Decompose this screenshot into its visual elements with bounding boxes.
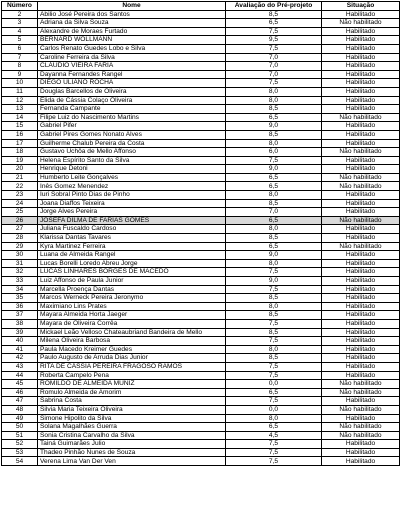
table-row <box>2 268 400 277</box>
row-name: Carlos Renato Guedes Lobo e Silva <box>38 44 226 53</box>
row-name: Silvia Maria Teixeira Oliveira <box>38 405 226 414</box>
row-name: Paulo Augusto de Arruda Dias Junior <box>38 354 226 363</box>
row-status: Não habilitado <box>322 423 400 432</box>
table-row <box>2 156 400 165</box>
row-number: 28 <box>2 234 38 243</box>
row-score: 8,5 <box>226 294 322 303</box>
table-row <box>2 259 400 268</box>
table-row <box>2 234 400 243</box>
row-score: 7,5 <box>226 440 322 449</box>
row-name: CLÁUDIO VIEIRA FARIA <box>38 62 226 71</box>
row-score: 9,0 <box>226 277 322 286</box>
row-number: 12 <box>2 96 38 105</box>
table-row <box>2 19 400 28</box>
row-number: 50 <box>2 423 38 432</box>
row-name: Solana Magalhães Guerra <box>38 423 226 432</box>
row-status: Habilitado <box>322 259 400 268</box>
row-name: Romulo Almeida de Amorim <box>38 388 226 397</box>
row-status: Não habilitado <box>322 182 400 191</box>
row-name: Guilherme Chalub Pereira da Costa <box>38 139 226 148</box>
row-score: 7,5 <box>226 319 322 328</box>
row-status: Habilitado <box>322 208 400 217</box>
row-score: 7,5 <box>226 268 322 277</box>
row-score: 6,5 <box>226 216 322 225</box>
row-status: Habilitado <box>322 277 400 286</box>
row-number: 2 <box>2 10 38 19</box>
row-number: 10 <box>2 79 38 88</box>
table-row <box>2 87 400 96</box>
row-score: 7,5 <box>226 457 322 466</box>
row-number: 37 <box>2 311 38 320</box>
row-name: Paula Macedo Kreimer Guedes <box>38 345 226 354</box>
row-score: 8,5 <box>226 10 322 19</box>
row-status: Habilitado <box>322 225 400 234</box>
row-name: Milena Oliveira Barbosa <box>38 337 226 346</box>
row-name: RITA DE CÁSSIA PEREIRA FRAGOSO RAMOS <box>38 362 226 371</box>
table-row <box>2 285 400 294</box>
row-number: 5 <box>2 36 38 45</box>
table-row <box>2 431 400 440</box>
row-score: 7,5 <box>226 371 322 380</box>
row-score: 6,5 <box>226 388 322 397</box>
row-number: 39 <box>2 328 38 337</box>
table-row <box>2 405 400 414</box>
row-status: Habilitado <box>322 354 400 363</box>
row-status: Habilitado <box>322 371 400 380</box>
row-score: 7,0 <box>226 53 322 62</box>
row-status: Não habilitado <box>322 242 400 251</box>
table-row <box>2 70 400 79</box>
row-status: Habilitado <box>322 27 400 36</box>
row-score: 8,0 <box>226 302 322 311</box>
row-name: Elida de Cássia Colaço Oliveira <box>38 96 226 105</box>
row-status: Habilitado <box>322 70 400 79</box>
row-score: 8,0 <box>226 139 322 148</box>
table-row <box>2 191 400 200</box>
table-row <box>2 457 400 466</box>
row-name: Mayara de Oliveira Corrêa <box>38 319 226 328</box>
row-status: Não habilitado <box>322 431 400 440</box>
row-number: 15 <box>2 122 38 131</box>
row-number: 46 <box>2 388 38 397</box>
row-number: 38 <box>2 319 38 328</box>
row-status: Habilitado <box>322 165 400 174</box>
table-row <box>2 302 400 311</box>
row-number: 17 <box>2 139 38 148</box>
table-row <box>2 165 400 174</box>
row-score: 8,5 <box>226 130 322 139</box>
row-status: Habilitado <box>322 79 400 88</box>
row-score: 7,5 <box>226 156 322 165</box>
row-number: 26 <box>2 216 38 225</box>
row-number: 52 <box>2 440 38 449</box>
row-number: 42 <box>2 354 38 363</box>
table-row <box>2 199 400 208</box>
row-status: Habilitado <box>322 96 400 105</box>
row-status: Habilitado <box>322 457 400 466</box>
row-name: Gustavo Uchôa de Mello Affonso <box>38 148 226 157</box>
row-number: 30 <box>2 251 38 260</box>
row-score: 8,5 <box>226 234 322 243</box>
row-name: Inês Gomez Menendez <box>38 182 226 191</box>
table-row <box>2 27 400 36</box>
row-name: Joana Diaffos Teixeira <box>38 199 226 208</box>
row-number: 43 <box>2 362 38 371</box>
row-number: 20 <box>2 165 38 174</box>
row-score: 9,5 <box>226 36 322 45</box>
header-row <box>2 2 400 11</box>
table-row <box>2 440 400 449</box>
row-status: Habilitado <box>322 302 400 311</box>
row-number: 3 <box>2 19 38 28</box>
row-name: Dayanna Fernandes Rangel <box>38 70 226 79</box>
row-status: Não habilitado <box>322 113 400 122</box>
row-status: Habilitado <box>322 139 400 148</box>
row-status: Habilitado <box>322 251 400 260</box>
row-name: Kyra Martinez Ferreira <box>38 242 226 251</box>
table-row <box>2 354 400 363</box>
row-name: Luana de Almeida Rangel <box>38 251 226 260</box>
row-number: 14 <box>2 113 38 122</box>
row-score: 7,0 <box>226 208 322 217</box>
row-status: Habilitado <box>322 319 400 328</box>
row-number: 29 <box>2 242 38 251</box>
row-status: Habilitado <box>322 191 400 200</box>
row-score: 7,0 <box>226 70 322 79</box>
table-row <box>2 10 400 19</box>
row-number: 13 <box>2 105 38 114</box>
header-status: Situação <box>322 2 400 11</box>
header-number: Número <box>2 2 38 11</box>
row-status: Habilitado <box>322 156 400 165</box>
table-row <box>2 251 400 260</box>
row-name: ROMILDO DE ALMEIDA MUNIZ <box>38 380 226 389</box>
row-status: Habilitado <box>322 62 400 71</box>
row-status: Não habilitado <box>322 216 400 225</box>
row-number: 19 <box>2 156 38 165</box>
table-row <box>2 139 400 148</box>
row-name: Marcos Werneck Pereira Jeronymo <box>38 294 226 303</box>
table-row <box>2 79 400 88</box>
row-score: 0,0 <box>226 380 322 389</box>
row-score: 6,5 <box>226 113 322 122</box>
row-score: 6,5 <box>226 423 322 432</box>
row-score: 8,5 <box>226 311 322 320</box>
table-body <box>2 10 400 465</box>
row-name: Fernanda Campante <box>38 105 226 114</box>
row-name: Caroline Ferreira da Silva <box>38 53 226 62</box>
row-number: 9 <box>2 70 38 79</box>
table-row <box>2 345 400 354</box>
table-row <box>2 216 400 225</box>
row-name: Thadeo Pinhão Nunes de Souza <box>38 448 226 457</box>
table-row <box>2 328 400 337</box>
row-number: 49 <box>2 414 38 423</box>
row-name: Jorge Alves Pereira <box>38 208 226 217</box>
row-name: Luiz Affonso de Paula Junior <box>38 277 226 286</box>
table-row <box>2 130 400 139</box>
row-name: Gabriel Pifer <box>38 122 226 131</box>
row-name: Simone Hipolito da Silva <box>38 414 226 423</box>
row-status: Habilitado <box>322 440 400 449</box>
row-number: 11 <box>2 87 38 96</box>
row-score: 7,5 <box>226 285 322 294</box>
table-row <box>2 62 400 71</box>
row-score: 9,0 <box>226 122 322 131</box>
row-name: Juliana Fuscaldo Cardoso <box>38 225 226 234</box>
row-name: Mickael Leão Velloso Chateaubriand Bandeira de Mello <box>38 328 226 337</box>
table-row <box>2 380 400 389</box>
row-score: 0,0 <box>226 405 322 414</box>
table-row <box>2 113 400 122</box>
row-name: Lucas Borelli Loredo Abreu Jorge <box>38 259 226 268</box>
row-score: 6,5 <box>226 173 322 182</box>
row-number: 16 <box>2 130 38 139</box>
row-status: Não habilitado <box>322 380 400 389</box>
row-number: 53 <box>2 448 38 457</box>
row-number: 36 <box>2 302 38 311</box>
row-status: Habilitado <box>322 122 400 131</box>
table-row <box>2 423 400 432</box>
row-name: Tainá Guimarães Julio <box>38 440 226 449</box>
table-row <box>2 397 400 406</box>
table-row <box>2 448 400 457</box>
row-status: Habilitado <box>322 44 400 53</box>
row-number: 54 <box>2 457 38 466</box>
table-row <box>2 311 400 320</box>
row-score: 9,0 <box>226 165 322 174</box>
row-number: 27 <box>2 225 38 234</box>
row-name: DIEGO ULIANO ROCHA <box>38 79 226 88</box>
row-name: Roberta Campelo Pena <box>38 371 226 380</box>
row-number: 23 <box>2 191 38 200</box>
row-score: 7,5 <box>226 397 322 406</box>
header-name: Nome <box>38 2 226 11</box>
row-number: 21 <box>2 173 38 182</box>
row-status: Habilitado <box>322 199 400 208</box>
row-status: Não habilitado <box>322 19 400 28</box>
row-name: Sabrina Costa <box>38 397 226 406</box>
row-score: 7,5 <box>226 44 322 53</box>
row-score: 7,5 <box>226 337 322 346</box>
row-score: 8,0 <box>226 87 322 96</box>
row-number: 48 <box>2 405 38 414</box>
row-score: 7,5 <box>226 79 322 88</box>
row-name: Abilio José Pereira dos Santos <box>38 10 226 19</box>
row-number: 45 <box>2 380 38 389</box>
row-status: Não habilitado <box>322 173 400 182</box>
row-number: 6 <box>2 44 38 53</box>
row-status: Habilitado <box>322 345 400 354</box>
table-row <box>2 148 400 157</box>
header-score: Avaliação do Pré-projeto <box>226 2 322 11</box>
row-score: 8,0 <box>226 414 322 423</box>
table-row <box>2 225 400 234</box>
table-row <box>2 173 400 182</box>
row-name: Marcella Proença Dantas <box>38 285 226 294</box>
row-status: Habilitado <box>322 268 400 277</box>
row-number: 7 <box>2 53 38 62</box>
row-score: 9,0 <box>226 251 322 260</box>
row-status: Não habilitado <box>322 405 400 414</box>
row-status: Habilitado <box>322 105 400 114</box>
row-status: Habilitado <box>322 10 400 19</box>
row-score: 8,5 <box>226 199 322 208</box>
row-number: 25 <box>2 208 38 217</box>
row-status: Não habilitado <box>322 388 400 397</box>
table-row <box>2 53 400 62</box>
row-number: 35 <box>2 294 38 303</box>
row-name: Gabriel Pires Gomes Nonato Alves <box>38 130 226 139</box>
row-name: BERNARD WOLLMANN <box>38 36 226 45</box>
row-name: Humberto Leite Gonçalves <box>38 173 226 182</box>
row-status: Habilitado <box>322 130 400 139</box>
row-status: Habilitado <box>322 53 400 62</box>
table-row <box>2 105 400 114</box>
row-score: 8,5 <box>226 328 322 337</box>
row-score: 6,5 <box>226 19 322 28</box>
table-row <box>2 362 400 371</box>
row-number: 24 <box>2 199 38 208</box>
table-header <box>2 2 400 11</box>
row-score: 8,0 <box>226 345 322 354</box>
row-number: 41 <box>2 345 38 354</box>
row-status: Habilitado <box>322 362 400 371</box>
row-name: Alexandre de Moraes Furtado <box>38 27 226 36</box>
row-name: Douglas Barcellos de Oliveira <box>38 87 226 96</box>
row-status: Habilitado <box>322 328 400 337</box>
row-status: Habilitado <box>322 311 400 320</box>
row-number: 47 <box>2 397 38 406</box>
table-row <box>2 371 400 380</box>
row-score: 7,5 <box>226 448 322 457</box>
row-status: Habilitado <box>322 337 400 346</box>
row-status: Habilitado <box>322 448 400 457</box>
row-score: 7,0 <box>226 62 322 71</box>
table-row <box>2 208 400 217</box>
row-score: 8,5 <box>226 105 322 114</box>
row-name: Henrique Detoni <box>38 165 226 174</box>
row-name: Mayara Almeida Horta Jaeger <box>38 311 226 320</box>
table-row <box>2 337 400 346</box>
row-number: 44 <box>2 371 38 380</box>
row-name: LUCAS LINHARES BORGES DE MACEDO <box>38 268 226 277</box>
row-number: 18 <box>2 148 38 157</box>
row-score: 8,0 <box>226 225 322 234</box>
table-row <box>2 277 400 286</box>
row-score: 8,5 <box>226 354 322 363</box>
row-status: Habilitado <box>322 234 400 243</box>
row-score: 4,5 <box>226 431 322 440</box>
row-name: Filipe Luiz do Nascimento Martins <box>38 113 226 122</box>
row-score: 8,0 <box>226 191 322 200</box>
table-row <box>2 388 400 397</box>
table-row <box>2 294 400 303</box>
row-status: Não habilitado <box>322 148 400 157</box>
row-number: 4 <box>2 27 38 36</box>
row-name: Maximiano Lins Prates <box>38 302 226 311</box>
row-name: Verena Lima Van Der Ven <box>38 457 226 466</box>
table-row <box>2 319 400 328</box>
row-name: JOSEFA DILMA DE FARIAS GOMES <box>38 216 226 225</box>
table-row <box>2 122 400 131</box>
row-status: Habilitado <box>322 397 400 406</box>
row-score: 6,5 <box>226 182 322 191</box>
row-number: 34 <box>2 285 38 294</box>
row-name: Adriana da Silva Souza <box>38 19 226 28</box>
row-name: Sonia Cristina Carvalho da Silva <box>38 431 226 440</box>
results-sheet <box>1 1 399 511</box>
row-score: 8,0 <box>226 96 322 105</box>
results-table <box>1 1 400 466</box>
row-number: 40 <box>2 337 38 346</box>
row-number: 32 <box>2 268 38 277</box>
row-status: Habilitado <box>322 294 400 303</box>
table-row <box>2 242 400 251</box>
row-number: 33 <box>2 277 38 286</box>
row-status: Habilitado <box>322 87 400 96</box>
row-status: Habilitado <box>322 36 400 45</box>
row-name: Klarissa Dantas Tavares <box>38 234 226 243</box>
row-status: Habilitado <box>322 414 400 423</box>
row-score: 6,5 <box>226 242 322 251</box>
row-number: 8 <box>2 62 38 71</box>
row-number: 31 <box>2 259 38 268</box>
table-row <box>2 36 400 45</box>
row-score: 7,5 <box>226 27 322 36</box>
row-score: 7,5 <box>226 362 322 371</box>
table-row <box>2 414 400 423</box>
row-number: 51 <box>2 431 38 440</box>
row-score: 6,0 <box>226 148 322 157</box>
row-name: Iuri Sobral Pinto Dias de Pinho <box>38 191 226 200</box>
row-score: 8,0 <box>226 259 322 268</box>
row-name: Helena Espírito Santo da Silva <box>38 156 226 165</box>
table-row <box>2 182 400 191</box>
table-row <box>2 44 400 53</box>
row-number: 22 <box>2 182 38 191</box>
table-row <box>2 96 400 105</box>
row-status: Habilitado <box>322 285 400 294</box>
